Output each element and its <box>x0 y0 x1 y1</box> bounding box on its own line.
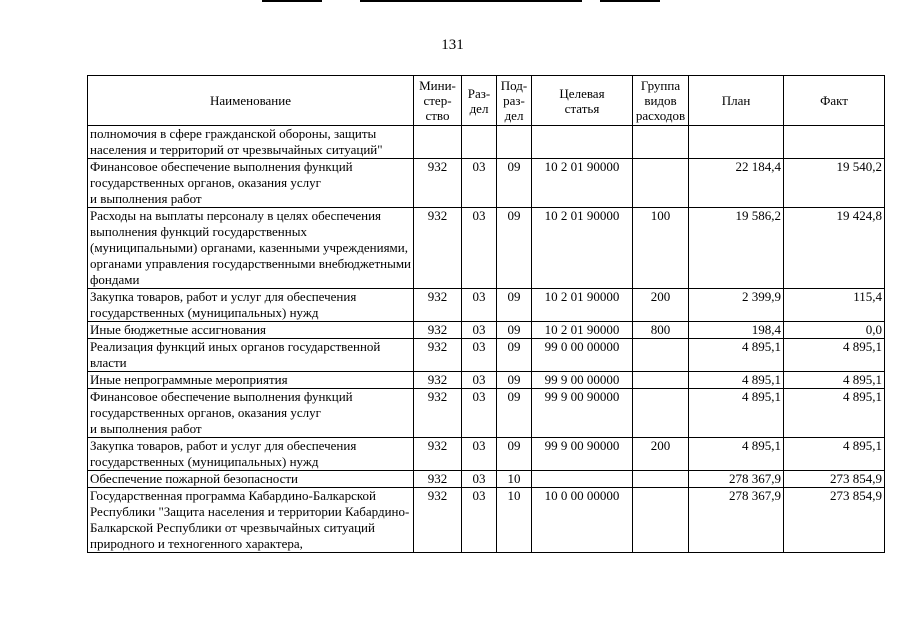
cell-name: Закупка товаров, работ и услуг для обеспечения государственных (муниципальных) нужд <box>88 438 414 471</box>
cell-fact: 19 424,8 <box>784 208 885 289</box>
cell-fact: 4 895,1 <box>784 438 885 471</box>
budget-table <box>87 75 885 553</box>
table-row <box>88 322 885 339</box>
table-row <box>88 339 885 372</box>
page-number: 131 <box>441 37 464 53</box>
cell-subsection: 09 <box>497 372 532 389</box>
header-name: Наименование <box>88 76 414 126</box>
cell-fact: 4 895,1 <box>784 389 885 438</box>
cell-target-article <box>532 126 633 159</box>
header-section-label: Раз- дел <box>467 85 491 116</box>
cell-plan: 4 895,1 <box>689 389 784 438</box>
cell-fact: 4 895,1 <box>784 372 885 389</box>
cell-target-article: 99 9 00 90000 <box>532 389 633 438</box>
table-row <box>88 289 885 322</box>
cell-name: Обеспечение пожарной безопасности <box>88 471 414 488</box>
cell-subsection: 09 <box>497 322 532 339</box>
cell-fact: 4 895,1 <box>784 339 885 372</box>
cell-section: 03 <box>462 438 497 471</box>
cell-ministry: 932 <box>414 322 462 339</box>
cell-plan: 278 367,9 <box>689 488 784 553</box>
table-row <box>88 159 885 208</box>
cell-name: полномочия в сфере гражданской обороны, защиты населения и территорий от чрезвычайных ситуаций" <box>88 126 414 159</box>
table-row <box>88 389 885 438</box>
cell-plan: 4 895,1 <box>689 339 784 372</box>
cell-fact: 0,0 <box>784 322 885 339</box>
table-row <box>88 208 885 289</box>
cell-subsection: 09 <box>497 208 532 289</box>
cell-fact: 19 540,2 <box>784 159 885 208</box>
cell-target-article <box>532 471 633 488</box>
cell-plan: 4 895,1 <box>689 438 784 471</box>
cell-plan: 278 367,9 <box>689 471 784 488</box>
cell-section: 03 <box>462 372 497 389</box>
cell-subsection: 09 <box>497 159 532 208</box>
cell-expense-group: 200 <box>633 438 689 471</box>
cell-expense-group: 800 <box>633 322 689 339</box>
table-row <box>88 372 885 389</box>
cell-expense-group: 200 <box>633 289 689 322</box>
cell-subsection: 09 <box>497 438 532 471</box>
cell-name: Финансовое обеспечение выполнения функций государственных органов, оказания услуг и выполнения работ <box>88 159 414 208</box>
cell-expense-group: 100 <box>633 208 689 289</box>
cell-name: Закупка товаров, работ и услуг для обеспечения государственных (муниципальных) нужд <box>88 289 414 322</box>
cell-plan: 22 184,4 <box>689 159 784 208</box>
cell-plan: 2 399,9 <box>689 289 784 322</box>
cell-name: Иные непрограммные мероприятия <box>88 372 414 389</box>
cell-fact: 273 854,9 <box>784 488 885 553</box>
cell-name: Государственная программа Кабардино-Балкарской Республики "Защита населения и территории Кабардино-Балкарской Республики от чрезвычайных ситуаций природного и техногенного характера, <box>88 488 414 553</box>
header-target-label: Целевая статья <box>559 85 605 116</box>
cell-ministry: 932 <box>414 438 462 471</box>
cell-name: Финансовое обеспечение выполнения функций государственных органов, оказания услуг и выполнения работ <box>88 389 414 438</box>
cell-subsection: 09 <box>497 389 532 438</box>
cell-section: 03 <box>462 471 497 488</box>
cell-expense-group <box>633 471 689 488</box>
cell-plan: 19 586,2 <box>689 208 784 289</box>
cell-fact: 115,4 <box>784 289 885 322</box>
cell-name: Иные бюджетные ассигнования <box>88 322 414 339</box>
table-row <box>88 438 885 471</box>
cell-ministry: 932 <box>414 389 462 438</box>
table-header-row <box>88 76 885 126</box>
table-body <box>88 126 885 553</box>
cell-name: Реализация функций иных органов государственной власти <box>88 339 414 372</box>
table-row <box>88 488 885 553</box>
header-plan: План <box>689 76 784 126</box>
cell-section: 03 <box>462 339 497 372</box>
header-subsection-label: Под- раз- дел <box>500 78 528 123</box>
cell-ministry: 932 <box>414 208 462 289</box>
cell-ministry: 932 <box>414 159 462 208</box>
cell-target-article: 10 0 00 00000 <box>532 488 633 553</box>
cell-subsection: 09 <box>497 289 532 322</box>
cell-expense-group <box>633 339 689 372</box>
table-row <box>88 126 885 159</box>
cell-section: 03 <box>462 322 497 339</box>
cell-section: 03 <box>462 289 497 322</box>
header-group-label: Группа видов расходов <box>635 78 686 123</box>
cell-target-article: 99 0 00 00000 <box>532 339 633 372</box>
cell-expense-group <box>633 389 689 438</box>
cell-target-article: 10 2 01 90000 <box>532 159 633 208</box>
cell-subsection <box>497 126 532 159</box>
table-row <box>88 471 885 488</box>
cell-plan <box>689 126 784 159</box>
cell-expense-group <box>633 488 689 553</box>
cell-expense-group <box>633 372 689 389</box>
cell-section <box>462 126 497 159</box>
cell-section: 03 <box>462 488 497 553</box>
cell-section: 03 <box>462 389 497 438</box>
cell-ministry: 932 <box>414 471 462 488</box>
cell-ministry: 932 <box>414 372 462 389</box>
cell-fact <box>784 126 885 159</box>
cell-subsection: 09 <box>497 339 532 372</box>
top-border-fragment <box>360 0 582 2</box>
cell-ministry: 932 <box>414 289 462 322</box>
cell-target-article: 10 2 01 90000 <box>532 208 633 289</box>
cell-section: 03 <box>462 208 497 289</box>
cell-target-article: 10 2 01 90000 <box>532 289 633 322</box>
cell-plan: 4 895,1 <box>689 372 784 389</box>
cell-plan: 198,4 <box>689 322 784 339</box>
top-border-fragment <box>262 0 322 2</box>
top-border-fragment <box>600 0 660 2</box>
header-expense-group <box>633 76 689 126</box>
cell-ministry: 932 <box>414 339 462 372</box>
header-subsection <box>497 76 532 126</box>
cell-target-article: 10 2 01 90000 <box>532 322 633 339</box>
header-target-article <box>532 76 633 126</box>
cell-section: 03 <box>462 159 497 208</box>
header-ministry <box>414 76 462 126</box>
header-fact: Факт <box>784 76 885 126</box>
header-ministry-label: Мини- стер- ство <box>419 78 456 123</box>
cell-target-article: 99 9 00 00000 <box>532 372 633 389</box>
cell-expense-group <box>633 126 689 159</box>
cell-subsection: 10 <box>497 471 532 488</box>
header-section <box>462 76 497 126</box>
cell-ministry: 932 <box>414 488 462 553</box>
cell-ministry <box>414 126 462 159</box>
cell-expense-group <box>633 159 689 208</box>
cell-name: Расходы на выплаты персоналу в целях обеспечения выполнения функций государственных (муниципальными) органами, казенными учреждениями, органами управления государственными внебюджетными фондами <box>88 208 414 289</box>
cell-subsection: 10 <box>497 488 532 553</box>
cell-target-article: 99 9 00 90000 <box>532 438 633 471</box>
cell-fact: 273 854,9 <box>784 471 885 488</box>
